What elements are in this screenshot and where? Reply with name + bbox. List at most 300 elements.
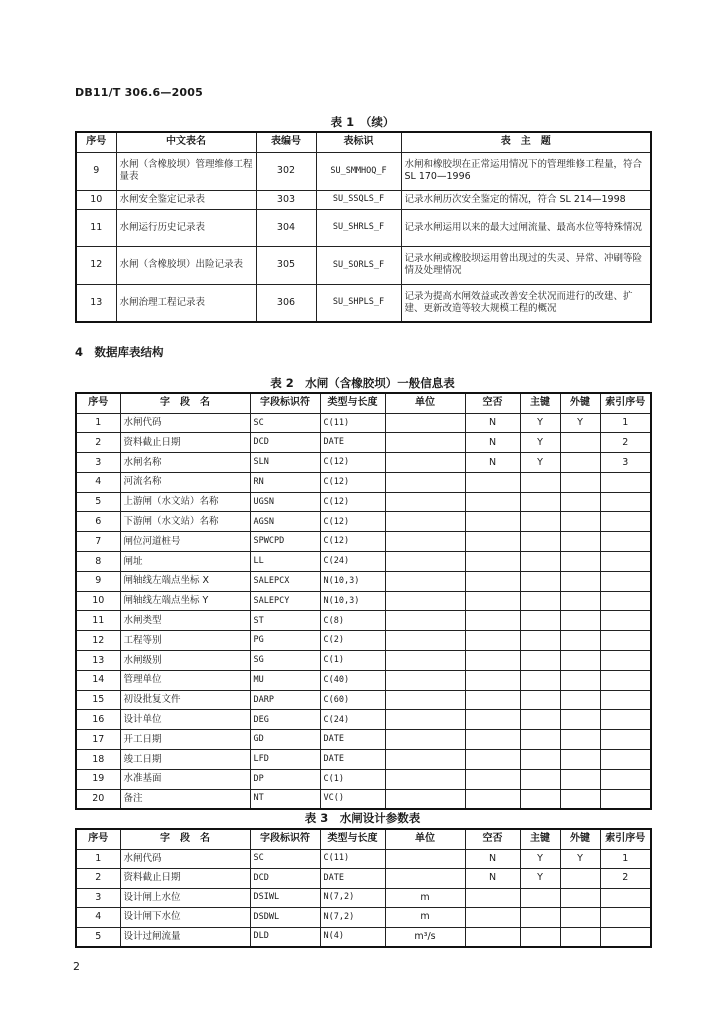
table-cell: [520, 710, 560, 730]
table-cell: [600, 927, 651, 947]
table-cell: C(12): [320, 512, 385, 532]
table-cell: 8: [76, 552, 120, 572]
table-cell: [385, 512, 465, 532]
table-cell: N(7,2): [320, 888, 385, 908]
table-cell: 设计闸上水位: [120, 888, 250, 908]
table-row: [76, 571, 651, 591]
table-cell: [385, 611, 465, 631]
table1: [75, 131, 652, 323]
table-cell: 设计过闸流量: [120, 927, 250, 947]
table2-header-cell: 字 段 名: [120, 393, 250, 413]
table-cell: 5: [76, 927, 120, 947]
table-cell: [600, 710, 651, 730]
table-cell: [560, 927, 600, 947]
table-cell: 16: [76, 710, 120, 730]
table-cell: DCD: [250, 869, 320, 889]
table-row: [76, 927, 651, 947]
table-cell: [600, 532, 651, 552]
table-row: [76, 710, 651, 730]
table-cell: 开工日期: [120, 730, 250, 750]
table3: [75, 828, 652, 948]
table-cell: SC: [250, 413, 320, 433]
table-cell: [600, 651, 651, 671]
table-cell: DATE: [320, 433, 385, 453]
table-cell: 下游闸（水文站）名称: [120, 512, 250, 532]
table-cell: [385, 433, 465, 453]
table-cell: 3: [76, 888, 120, 908]
table-cell: 306: [256, 284, 316, 322]
table-row: [76, 209, 651, 246]
document-code-header: DB11/T 306.6—2005: [75, 86, 203, 99]
table-cell: 水准基面: [120, 769, 250, 789]
table2-header-cell: 主键: [520, 393, 560, 413]
table-cell: [600, 888, 651, 908]
table-cell: [600, 512, 651, 532]
table-cell: Y: [520, 453, 560, 473]
table-cell: [465, 591, 520, 611]
table-cell: [385, 769, 465, 789]
table-row: [76, 512, 651, 532]
table-cell: 资料截止日期: [120, 433, 250, 453]
table-cell: [560, 433, 600, 453]
table-cell: C(12): [320, 532, 385, 552]
section-heading: 4 数据库表结构: [75, 345, 164, 359]
table-cell: 记录水闸或橡胶坝运用曾出现过的失灵、异常、冲刷等险情及处理情况: [401, 246, 651, 284]
table-cell: 303: [256, 190, 316, 209]
table-cell: 水闸（含橡胶坝）管理维修工程量表: [116, 152, 256, 190]
table-cell: [520, 908, 560, 928]
table-cell: 记录水闸历次安全鉴定的情况，符合 SL 214—1998: [401, 190, 651, 209]
table-cell: [465, 571, 520, 591]
table-cell: [600, 730, 651, 750]
table-row: [76, 670, 651, 690]
table-cell: [520, 631, 560, 651]
table-cell: [560, 888, 600, 908]
table-cell: 水闸代码: [120, 849, 250, 869]
table-cell: [520, 552, 560, 572]
table-cell: 18: [76, 750, 120, 770]
table1-header-row: [76, 132, 651, 152]
table-row: [76, 631, 651, 651]
table-cell: C(1): [320, 651, 385, 671]
table-cell: [520, 769, 560, 789]
table-cell: [600, 611, 651, 631]
table-row: [76, 591, 651, 611]
table-cell: [465, 532, 520, 552]
table-cell: DEG: [250, 710, 320, 730]
table-cell: 19: [76, 769, 120, 789]
table-cell: DARP: [250, 690, 320, 710]
table-cell: [385, 789, 465, 809]
table-cell: [385, 571, 465, 591]
table2-header-cell: 类型与长度: [320, 393, 385, 413]
table-row: [76, 750, 651, 770]
table-cell: 7: [76, 532, 120, 552]
table-cell: [465, 492, 520, 512]
table-cell: 4: [76, 908, 120, 928]
table-cell: 设计单位: [120, 710, 250, 730]
table-row: [76, 869, 651, 889]
table-cell: [600, 789, 651, 809]
table-cell: [385, 453, 465, 473]
table-cell: [560, 769, 600, 789]
table-cell: [560, 591, 600, 611]
table-cell: SLN: [250, 453, 320, 473]
table-cell: C(1): [320, 769, 385, 789]
table-row: [76, 769, 651, 789]
table-row: [76, 413, 651, 433]
table-cell: Y: [520, 433, 560, 453]
table-cell: [465, 512, 520, 532]
table3-header-cell: 单位: [385, 829, 465, 849]
table-cell: LFD: [250, 750, 320, 770]
table-cell: m: [385, 888, 465, 908]
table-cell: [560, 869, 600, 889]
table-cell: 1: [600, 849, 651, 869]
table-cell: [385, 552, 465, 572]
table-cell: 记录水闸运用以来的最大过闸流量、最高水位等特殊情况: [401, 209, 651, 246]
table1-header-cell: 表 主 题: [401, 132, 651, 152]
table-cell: 闸位河道桩号: [120, 532, 250, 552]
table-cell: UGSN: [250, 492, 320, 512]
table3-header-cell: 字段标识符: [250, 829, 320, 849]
table-cell: [385, 849, 465, 869]
table2-header-row: [76, 393, 651, 413]
table-cell: 资料截止日期: [120, 869, 250, 889]
table-row: [76, 690, 651, 710]
table-cell: SPWCPD: [250, 532, 320, 552]
table-cell: ST: [250, 611, 320, 631]
table-cell: SG: [250, 651, 320, 671]
table-cell: 闸轴线左端点坐标 Y: [120, 591, 250, 611]
table-cell: [385, 591, 465, 611]
table-cell: 10: [76, 190, 116, 209]
table-cell: 水闸类型: [120, 611, 250, 631]
table-cell: [600, 908, 651, 928]
table-cell: 6: [76, 512, 120, 532]
table-cell: [465, 908, 520, 928]
table-row: [76, 552, 651, 572]
table-cell: 设计闸下水位: [120, 908, 250, 928]
table-cell: [520, 591, 560, 611]
table3-header-cell: 字 段 名: [120, 829, 250, 849]
table-cell: [600, 769, 651, 789]
table1-header-cell: 序号: [76, 132, 116, 152]
table-row: [76, 246, 651, 284]
table-cell: 304: [256, 209, 316, 246]
table-cell: 305: [256, 246, 316, 284]
table-cell: [465, 769, 520, 789]
table-cell: 水闸安全鉴定记录表: [116, 190, 256, 209]
table-cell: SALEPCY: [250, 591, 320, 611]
table-cell: 闸址: [120, 552, 250, 572]
table-cell: [560, 690, 600, 710]
table-cell: SU_SMMHOQ_F: [316, 152, 401, 190]
table-cell: 工程等别: [120, 631, 250, 651]
table-cell: PG: [250, 631, 320, 651]
table-cell: [465, 927, 520, 947]
table-cell: 13: [76, 284, 116, 322]
table-cell: m³/s: [385, 927, 465, 947]
table-cell: SC: [250, 849, 320, 869]
table-row: [76, 532, 651, 552]
table2-header-cell: 外键: [560, 393, 600, 413]
table-cell: [560, 532, 600, 552]
table-cell: [385, 631, 465, 651]
table-cell: C(8): [320, 611, 385, 631]
table-cell: 1: [76, 413, 120, 433]
table-cell: [465, 651, 520, 671]
table-cell: N: [465, 433, 520, 453]
table-cell: LL: [250, 552, 320, 572]
table-cell: N(4): [320, 927, 385, 947]
table-cell: SU_SHPLS_F: [316, 284, 401, 322]
table-cell: Y: [560, 413, 600, 433]
table-cell: [385, 651, 465, 671]
table-cell: C(24): [320, 552, 385, 572]
table-cell: [520, 927, 560, 947]
table-cell: [560, 908, 600, 928]
table-cell: MU: [250, 670, 320, 690]
table-row: [76, 611, 651, 631]
table-cell: [560, 651, 600, 671]
table-cell: C(11): [320, 413, 385, 433]
table3-header-cell: 空否: [465, 829, 520, 849]
table3-header-cell: 索引序号: [600, 829, 651, 849]
table-cell: 11: [76, 611, 120, 631]
table-row: [76, 888, 651, 908]
table-cell: [465, 789, 520, 809]
table-cell: [520, 532, 560, 552]
table3-header-cell: 类型与长度: [320, 829, 385, 849]
table-cell: 2: [76, 433, 120, 453]
table-cell: C(12): [320, 492, 385, 512]
table-cell: 20: [76, 789, 120, 809]
table-cell: [520, 571, 560, 591]
table-cell: [465, 611, 520, 631]
table-cell: [520, 492, 560, 512]
table-cell: [560, 789, 600, 809]
table-cell: SU_SHRLS_F: [316, 209, 401, 246]
table-cell: 3: [600, 453, 651, 473]
table-cell: 302: [256, 152, 316, 190]
table-row: [76, 284, 651, 322]
table1-caption: 表 1 （续）: [330, 115, 395, 129]
table-cell: 12: [76, 246, 116, 284]
table-cell: [385, 730, 465, 750]
table-cell: [385, 532, 465, 552]
table-cell: N(7,2): [320, 908, 385, 928]
table-cell: [600, 591, 651, 611]
table-cell: 水闸运行历史记录表: [116, 209, 256, 246]
table-cell: [465, 730, 520, 750]
table-cell: [520, 750, 560, 770]
table-row: [76, 433, 651, 453]
table3-caption: 表 3 水闸设计参数表: [304, 811, 421, 825]
table-cell: [520, 512, 560, 532]
table-cell: [560, 710, 600, 730]
table-cell: RN: [250, 472, 320, 492]
table-cell: 竣工日期: [120, 750, 250, 770]
table-cell: [385, 869, 465, 889]
table-cell: [385, 710, 465, 730]
table-cell: 9: [76, 152, 116, 190]
table-cell: [560, 611, 600, 631]
table-cell: DCD: [250, 433, 320, 453]
table-cell: [465, 690, 520, 710]
table-cell: [560, 512, 600, 532]
page-number: 2: [73, 960, 80, 973]
table-cell: [560, 750, 600, 770]
table-cell: [600, 690, 651, 710]
table-cell: C(11): [320, 849, 385, 869]
table-cell: [520, 789, 560, 809]
table-cell: 15: [76, 690, 120, 710]
table-row: [76, 651, 651, 671]
table-cell: 13: [76, 651, 120, 671]
table-cell: DATE: [320, 750, 385, 770]
table-cell: SU_SORLS_F: [316, 246, 401, 284]
table-cell: 1: [600, 413, 651, 433]
table-cell: 管理单位: [120, 670, 250, 690]
table2-header-cell: 索引序号: [600, 393, 651, 413]
table-cell: 17: [76, 730, 120, 750]
table-cell: [465, 631, 520, 651]
table2-header-cell: 空否: [465, 393, 520, 413]
table-cell: N: [465, 413, 520, 433]
table2-caption: 表 2 水闸（含橡胶坝）一般信息表: [270, 376, 455, 390]
table-cell: 10: [76, 591, 120, 611]
table-row: [76, 190, 651, 209]
table-cell: DSDWL: [250, 908, 320, 928]
table-cell: 3: [76, 453, 120, 473]
table-cell: [520, 730, 560, 750]
table-cell: 2: [600, 433, 651, 453]
table-cell: 闸轴线左端点坐标 X: [120, 571, 250, 591]
table-cell: N(10,3): [320, 571, 385, 591]
table2-header-cell: 单位: [385, 393, 465, 413]
table-cell: [520, 690, 560, 710]
table-cell: [520, 651, 560, 671]
table-row: [76, 453, 651, 473]
table-cell: [560, 571, 600, 591]
table-cell: [465, 472, 520, 492]
table-cell: C(2): [320, 631, 385, 651]
table-cell: DATE: [320, 730, 385, 750]
table-cell: [465, 552, 520, 572]
table-cell: [600, 670, 651, 690]
table-cell: DATE: [320, 869, 385, 889]
table-cell: 河流名称: [120, 472, 250, 492]
table-cell: Y: [520, 413, 560, 433]
table-cell: N: [465, 869, 520, 889]
table-cell: 1: [76, 849, 120, 869]
table-cell: C(60): [320, 690, 385, 710]
table-cell: [520, 472, 560, 492]
table-cell: N(10,3): [320, 591, 385, 611]
table1-header-cell: 表编号: [256, 132, 316, 152]
table-cell: [465, 888, 520, 908]
table-cell: 4: [76, 472, 120, 492]
table-cell: VC(): [320, 789, 385, 809]
table2: [75, 392, 652, 810]
table-cell: m: [385, 908, 465, 928]
table-cell: [465, 750, 520, 770]
table-cell: [560, 453, 600, 473]
table-cell: [385, 690, 465, 710]
table-cell: N: [465, 849, 520, 869]
table-cell: [560, 631, 600, 651]
table-cell: [560, 730, 600, 750]
table3-header-row: [76, 829, 651, 849]
table-cell: [385, 670, 465, 690]
table-cell: AGSN: [250, 512, 320, 532]
table-cell: 水闸治理工程记录表: [116, 284, 256, 322]
table-cell: 水闸代码: [120, 413, 250, 433]
table-cell: [560, 472, 600, 492]
table-cell: 12: [76, 631, 120, 651]
table-cell: Y: [560, 849, 600, 869]
table-cell: 备注: [120, 789, 250, 809]
table-row: [76, 908, 651, 928]
table-cell: [600, 631, 651, 651]
table-cell: C(12): [320, 453, 385, 473]
table-cell: SU_SSQLS_F: [316, 190, 401, 209]
table-cell: 水闸和橡胶坝在正常运用情况下的管理维修工程量，符合 SL 170—1996: [401, 152, 651, 190]
table-cell: [600, 472, 651, 492]
table-cell: [465, 710, 520, 730]
table-cell: [520, 611, 560, 631]
table-cell: DLD: [250, 927, 320, 947]
table-cell: 水闸（含橡胶坝）出险记录表: [116, 246, 256, 284]
table-cell: [385, 413, 465, 433]
table-cell: C(24): [320, 710, 385, 730]
table-cell: 9: [76, 571, 120, 591]
table3-header-cell: 主键: [520, 829, 560, 849]
table-cell: [385, 492, 465, 512]
table-cell: 2: [76, 869, 120, 889]
table-cell: [385, 750, 465, 770]
table-cell: [560, 552, 600, 572]
table-row: [76, 492, 651, 512]
table-row: [76, 472, 651, 492]
table-cell: 记录为提高水闸效益或改善安全状况而进行的改建、扩建、更新改造等较大规模工程的概况: [401, 284, 651, 322]
table-cell: SALEPCX: [250, 571, 320, 591]
table-cell: [465, 670, 520, 690]
table-cell: C(40): [320, 670, 385, 690]
table-cell: 初设批复文件: [120, 690, 250, 710]
table-cell: [600, 571, 651, 591]
table-row: [76, 789, 651, 809]
table-cell: 2: [600, 869, 651, 889]
table-row: [76, 849, 651, 869]
table-cell: 11: [76, 209, 116, 246]
table-cell: 水闸名称: [120, 453, 250, 473]
table-cell: [600, 552, 651, 572]
table-cell: 5: [76, 492, 120, 512]
table-cell: [560, 670, 600, 690]
table3-header-cell: 外键: [560, 829, 600, 849]
table-cell: 上游闸（水文站）名称: [120, 492, 250, 512]
table-cell: [600, 492, 651, 512]
table-cell: [385, 472, 465, 492]
table-cell: C(12): [320, 472, 385, 492]
table-cell: [600, 750, 651, 770]
table-cell: Y: [520, 849, 560, 869]
table2-header-cell: 字段标识符: [250, 393, 320, 413]
table-cell: DSIWL: [250, 888, 320, 908]
table-cell: Y: [520, 869, 560, 889]
